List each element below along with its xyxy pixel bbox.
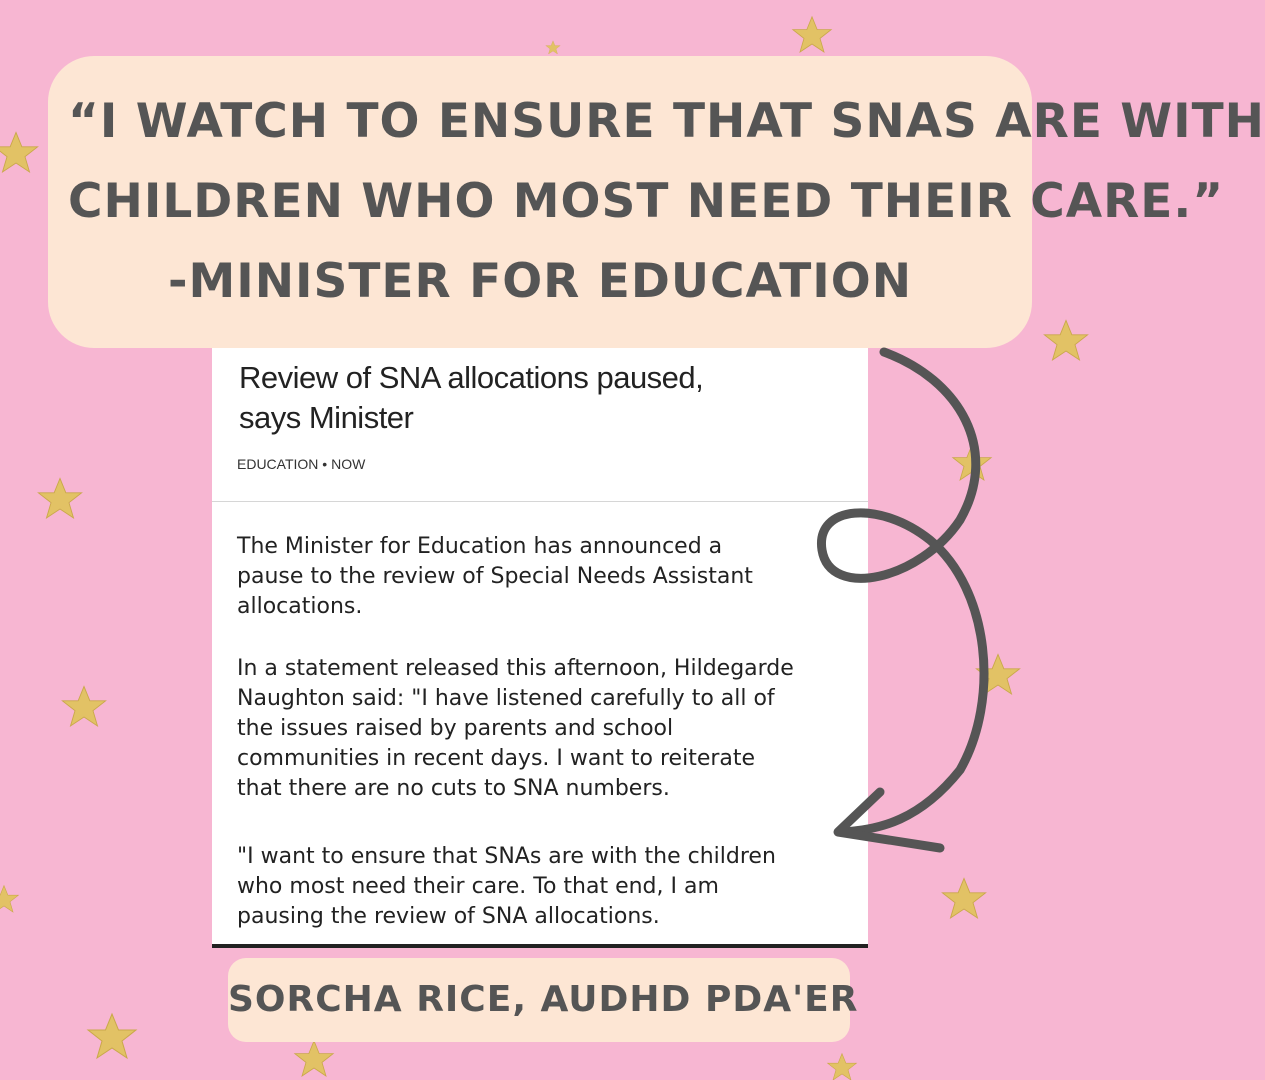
headline-line: says Minister: [239, 400, 414, 435]
article-paragraph: [237, 654, 857, 804]
paragraph-line: who most need their care. To that end, I am: [237, 874, 719, 899]
gold-star-icon: [546, 41, 560, 54]
quote-line: “I WATCH TO ENSURE THAT SNAS ARE WITH: [68, 94, 1265, 149]
gold-star-icon: [0, 132, 38, 172]
paragraph-line: the issues raised by parents and school: [237, 716, 674, 741]
quote-attribution: -MINISTER FOR EDUCATION: [167, 254, 913, 309]
paragraph-line: pausing the review of SNA allocations.: [237, 904, 660, 929]
article-paragraph: [237, 532, 857, 622]
author-label: SORCHA RICE, AUDHD PDA'ER: [228, 979, 859, 1020]
paragraph-line: communities in recent days. I want to reiterate: [237, 746, 756, 771]
paragraph-line: allocations.: [237, 594, 363, 619]
paragraph-line: "I want to ensure that SNAs are with the children: [237, 844, 776, 869]
paragraph-line: The Minister for Education has announced a: [237, 534, 723, 559]
gold-star-icon: [88, 1014, 136, 1058]
gold-star-icon: [1044, 320, 1087, 360]
gold-star-icon: [62, 686, 105, 726]
paragraph-line: that there are no cuts to SNA numbers.: [237, 776, 670, 801]
paragraph-line: pause to the review of Special Needs Assistant: [237, 564, 753, 589]
news-article-screenshot: [212, 348, 868, 948]
author-banner: [228, 958, 859, 1042]
gold-star-icon: [0, 886, 18, 912]
divider: [212, 501, 868, 502]
gold-star-icon: [828, 1054, 857, 1080]
gold-star-icon: [953, 445, 991, 480]
paragraph-line: Naughton said: "I have listened carefully to all of: [237, 686, 775, 711]
quote-banner: [48, 56, 1265, 348]
gold-star-icon: [976, 654, 1019, 694]
headline-line: Review of SNA allocations paused,: [239, 360, 704, 395]
article-meta: EDUCATION • NOW: [237, 456, 366, 472]
gold-star-icon: [942, 878, 985, 918]
article-headline: [239, 358, 839, 438]
gold-star-icon: [38, 478, 81, 518]
quote-line: CHILDREN WHO MOST NEED THEIR CARE.”: [68, 174, 1225, 229]
paragraph-line: In a statement released this afternoon, Hildegarde: [237, 656, 794, 681]
gold-star-icon: [295, 1041, 333, 1076]
gold-star-icon: [793, 17, 831, 52]
article-paragraph: [237, 842, 857, 932]
